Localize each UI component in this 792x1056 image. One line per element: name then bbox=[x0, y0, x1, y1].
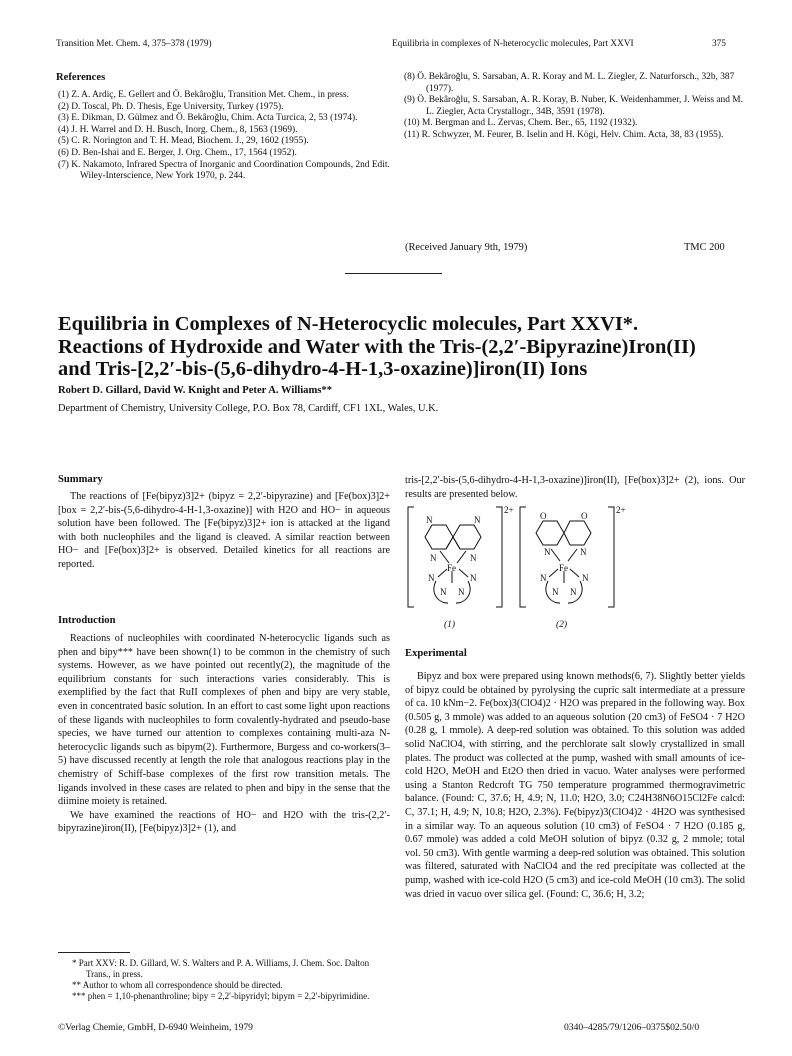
atom-n: N bbox=[440, 587, 447, 597]
pyrazine-ring-right bbox=[453, 525, 481, 549]
summary-text bbox=[58, 490, 390, 572]
introduction-paragraph: We have examined the reactions of HO− and H2O with the tris-(2,2′-bipyrazine)iron(II), [Fe(bipyz)3]2+ (1), and bbox=[58, 809, 390, 835]
reference-item: (9) Ö. Bekâroğlu, S. Sarsaban, A. R. Koray, B. Nuber, K. Weidenhammer, J. Weiss and M. L. Ziegler, Acta Crystallogr., 34B, 3591 (1978). bbox=[404, 95, 743, 117]
bracket-right-2 bbox=[608, 507, 614, 607]
reference-item: (3) E. Dikman, D. Gülmez and Ö. Bekâroğlu, Chim. Acta Turcica, 2, 53 (1974). bbox=[58, 113, 358, 124]
summary-paragraph: The reactions of [Fe(bipyz)3]2+ (bipyz = 2,2′-bipyrazine) and [Fe(box)3]2+ [box = 2,2′-bis-(5,6-dihydro-4-H-1,3-oxazine)] with H2O and HO− in aqueous solution have been followed. The [Fe(bipyz)3]2+ ion is attacked at the ligand with both nucleophiles and the ligand is cleaved. A similar reaction between HO− and [Fe(box)3]2+ is observed. Detailed kinetics for all reactions are reported. bbox=[58, 491, 390, 570]
bracket-left-1 bbox=[408, 507, 414, 607]
reference-item: (6) D. Ben-Ishai and E. Berger, J. Org. Chem., 17, 1564 (1952). bbox=[58, 147, 297, 158]
atom-n: N bbox=[544, 547, 551, 557]
manuscript-code: TMC 200 bbox=[684, 242, 725, 253]
page-number: 375 bbox=[712, 39, 726, 49]
pyrazine-ring-left bbox=[425, 525, 453, 549]
article-title bbox=[58, 313, 748, 381]
footnotes bbox=[72, 958, 390, 1002]
atom-n: N bbox=[474, 515, 481, 525]
received-date: (Received January 9th, 1979) bbox=[405, 242, 528, 253]
references-heading: References bbox=[56, 72, 106, 83]
atom-n: N bbox=[426, 515, 433, 525]
reference-item: (8) Ö. Bekâroğlu, S. Sarsaban, A. R. Koray and M. L. Ziegler, Z. Naturforsch., 32b, 387 (1977). bbox=[404, 72, 735, 94]
oxazine-ring-left bbox=[536, 521, 564, 545]
separator-rule bbox=[345, 273, 442, 274]
running-header-journal: Transition Met. Chem. 4, 375–378 (1979) bbox=[56, 39, 212, 49]
atom-n: N bbox=[540, 573, 547, 583]
atom-n: N bbox=[570, 587, 577, 597]
atom-fe: Fe bbox=[559, 563, 568, 573]
references-list-right bbox=[404, 72, 744, 142]
footnote: *** phen = 1,10-phenanthroline; bipy = 2,2′-bipyridyl; bipym = 2,2′-bipyrimidine. bbox=[72, 991, 370, 1001]
title-line: and Tris-[2,2′-bis-(5,6-dihydro-4-H-1,3-oxazine)]iron(II) Ions bbox=[58, 358, 588, 381]
footnote: ** Author to whom all correspondence should be directed. bbox=[72, 980, 283, 990]
atom-n: N bbox=[582, 573, 589, 583]
charge-label-1: 2+ bbox=[504, 505, 514, 515]
reference-item: (10) M. Bergman and L. Zervas, Chem. Ber., 65, 1192 (1932). bbox=[404, 118, 638, 129]
atom-n: N bbox=[458, 587, 465, 597]
charge-label-2: 2+ bbox=[616, 505, 626, 515]
footnote: * Part XXV: R. D. Gillard, W. S. Walters and P. A. Williams, J. Chem. Soc. Dalton Trans., in press. bbox=[72, 958, 370, 979]
introduction-text bbox=[58, 632, 390, 836]
bracket-right-1 bbox=[496, 507, 502, 607]
atom-n: N bbox=[470, 573, 477, 583]
authors: Robert D. Gillard, David W. Knight and Peter A. Williams** bbox=[58, 385, 332, 396]
bracket-left-2 bbox=[520, 507, 526, 607]
right-column-intro: tris-[2,2′-bis-(5,6-dihydro-4-H-1,3-oxazine)]iron(II), [Fe(box)3]2+ (2), ions. Our results are presented below. bbox=[405, 475, 745, 500]
structure-diagram bbox=[400, 503, 745, 633]
footer-doi-code: 0340–4285/79/1206–0375$02.50/0 bbox=[564, 1022, 700, 1033]
atom-n: N bbox=[580, 547, 587, 557]
atom-n: N bbox=[552, 587, 559, 597]
atom-fe: Fe bbox=[447, 563, 456, 573]
reference-item: (2) D. Toscal, Ph. D. Thesis, Ege University, Turkey (1975). bbox=[58, 101, 284, 112]
title-line: Reactions of Hydroxide and Water with the Tris-(2,2′-Bipyrazine)Iron(II) bbox=[58, 335, 696, 358]
experimental-paragraph: Bipyz and box were prepared using known methods(6, 7). Slightly better yields of bipyz could be obtained by pyrolysing the cupric salt intermediate at a pressure of ca. 10 kNm−2. Fe(box)3(ClO4)2 · H2O was prepared in the following way. Box (0.505 g, 3 mmole) was added to an aqueous solution (20 cm3) of FeSO4 · 7 H2O (0.28 g, 1 mmole). A deep-red solution was obtained. To this solution was added solid NaClO4, with stirring, and the perchlorate salt slowly crystallized in small plates. The product was collected at the pump, washed with small amounts of ice-cold H2O, MeOH and Et2O then dried in vacuo. Water analyses were performed using a Stanton Redcroft TG 750 temperature programmed thermogravimetric balance. (Found: C, 37.6; H, 4.9; N, 11.0; H2O, 3.0; C24H38N6O15Cl2Fe calcd: C, 37.1; H, 4.9; N, 10.8; H2O, 2.3%). Fe(bipyz)3(ClO4)2 · 4H2O was synthesised in a similar way. To an aqueous solution (10 cm3) of FeSO4 · 7 H2O (0.185 g, 0.67 mmole) was added a cold MeOH solution of bipyz (0.32 g, 2 mmole; total vol. 50 cm3). With gentle warming a deep-red solution was obtained. This solution was filtered, saturated with NaClO4 and the red precipitate was collected at the pump, washed with ice-cold H2O (5 cm3) and ice-cold MeOH (10 cm3). The solid was dried in vacuo over silica gel. (Found: C, 36.6; H, 3.2; bbox=[405, 671, 745, 900]
atom-n: N bbox=[470, 553, 477, 563]
structure-label-1: (1) bbox=[444, 620, 456, 630]
experimental-heading: Experimental bbox=[405, 648, 467, 659]
introduction-heading: Introduction bbox=[58, 615, 116, 626]
footnote-rule bbox=[58, 952, 130, 953]
affiliation: Department of Chemistry, University College, P.O. Box 78, Cardiff, CF1 1XL, Wales, U.K. bbox=[58, 403, 439, 414]
reference-item: (5) C. R. Norington and T. H. Mead, Biochem. J., 29, 1602 (1955). bbox=[58, 136, 309, 147]
atom-o: O bbox=[581, 511, 588, 521]
reference-item: (11) R. Schwyzer, M. Feurer, B. Iselin and H. Kögi, Helv. Chim. Acta, 38, 83 (1955). bbox=[404, 129, 724, 140]
running-header-title: Equilibria in complexes of N-heterocyclic molecules, Part XXVI bbox=[392, 39, 634, 49]
reference-item: (7) K. Nakamoto, Infrared Spectra of Inorganic and Coordination Compounds, 2nd Edit. Wiley-Interscience, New York 1970, p. 244. bbox=[58, 159, 390, 182]
summary-heading: Summary bbox=[58, 474, 103, 485]
experimental-text bbox=[405, 670, 745, 901]
atom-o: O bbox=[540, 511, 547, 521]
reference-item: (4) J. H. Warrel and D. H. Busch, Inorg. Chem., 8, 1563 (1969). bbox=[58, 124, 298, 135]
atom-n: N bbox=[430, 553, 437, 563]
references-list-left bbox=[58, 90, 398, 183]
footer-copyright: ©Verlag Chemie, GmbH, D-6940 Weinheim, 1979 bbox=[58, 1022, 253, 1033]
title-line: Equilibria in Complexes of N-Heterocyclic molecules, Part XXVI*. bbox=[58, 313, 639, 335]
atom-n: N bbox=[428, 573, 435, 583]
structure-label-2: (2) bbox=[556, 620, 568, 630]
oxazine-ring-right bbox=[564, 521, 591, 545]
reference-item: (1) Z. A. Ardiç, E. Gellert and Ö. Bekâroğlu, Transition Met. Chem., in press. bbox=[58, 90, 349, 100]
introduction-paragraph: Reactions of nucleophiles with coordinated N-heterocyclic ligands such as phen and bipy*** have been shown(1) to be common in the chemistry of such systems. However, as we have pointed out recently(2), the magnitude of the equilibrium constants for such interactions varies considerably. This is exemplified by the fact that RuII complexes of phen and bipy are very stable, even in concentrated basic solution. In an effort to cast some light upon reactions of these ligands with nucleophiles to form covalently-hydrated and pseudo-base species, we have turned our attention to complexes containing multi-aza N-heterocyclic ligands such as bipym(2). Furthermore, Burgess and co-workers(3–5) have discussed recently at length the role that analogous reactions play in the chemistry of Schiff-base complexes of the first row transition metals. The ligands involved in these cases are related to phen and bipy in the sense that the diimine moiety is retained. bbox=[58, 633, 390, 808]
